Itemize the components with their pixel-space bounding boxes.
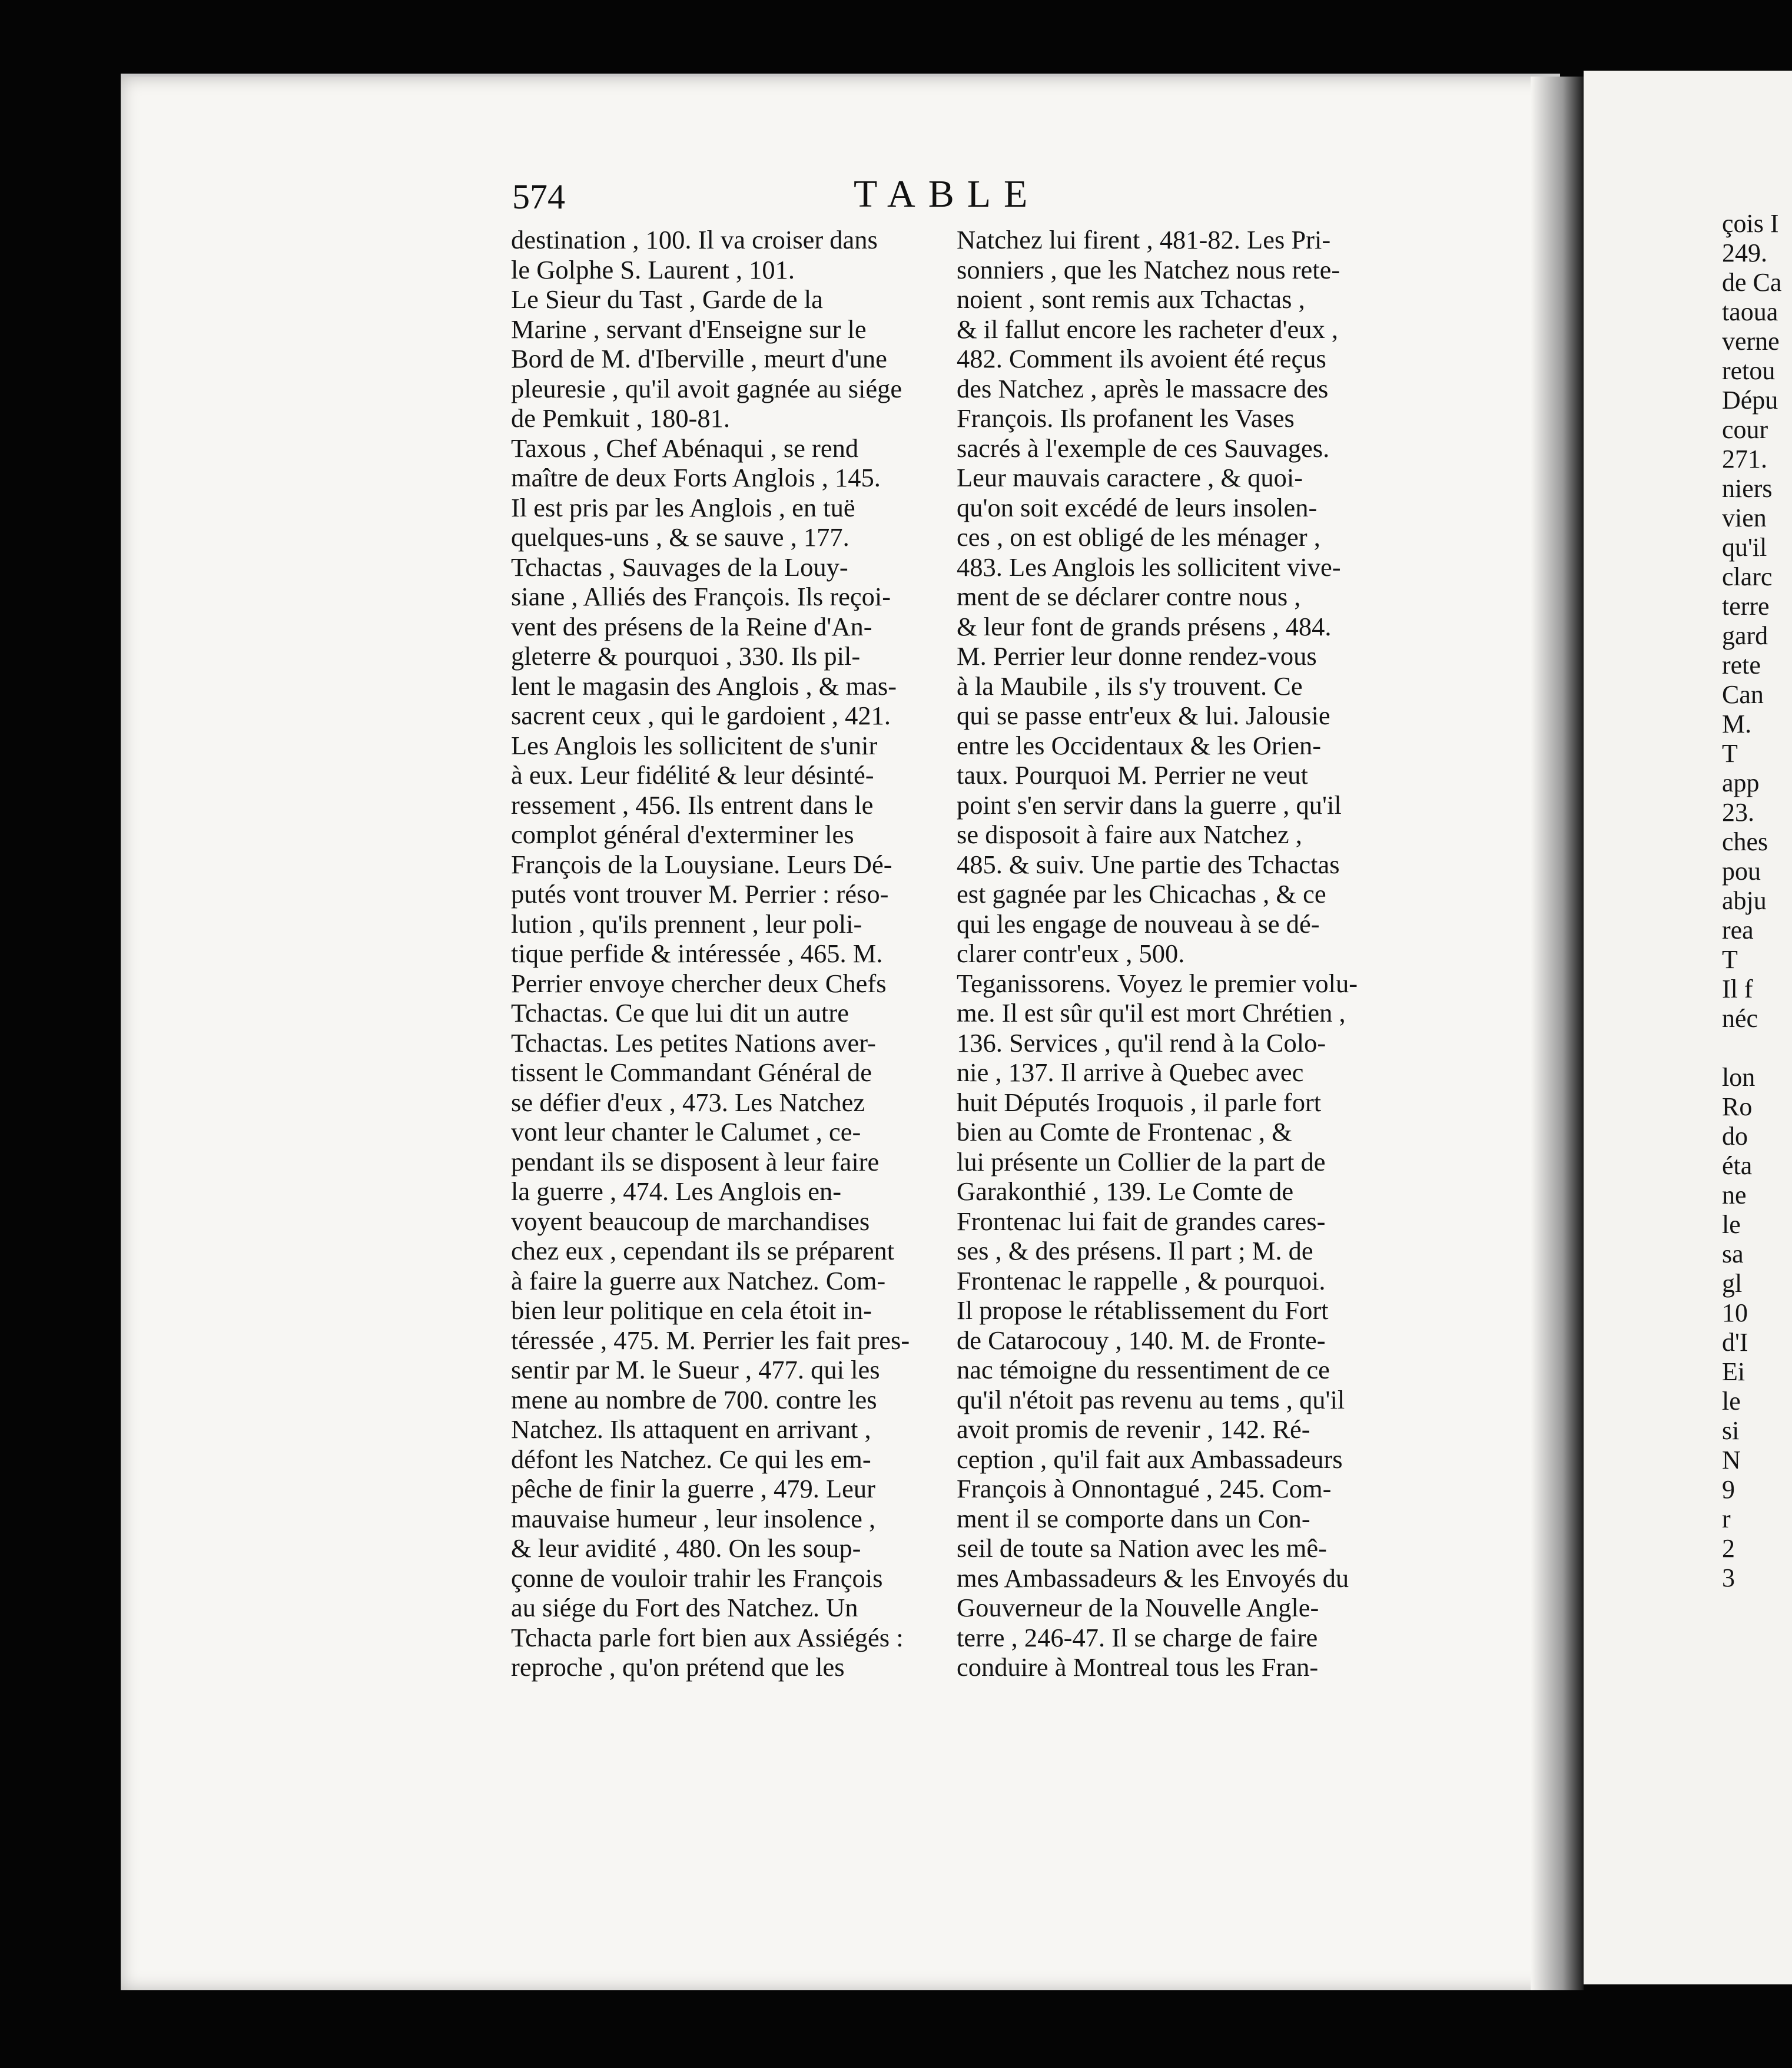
index-line: de Pemkuit , 180-81. — [511, 403, 731, 433]
index-line: au siége du Fort des Natchez. Un — [511, 1593, 858, 1622]
facing-page-line: çois I — [1722, 209, 1779, 238]
index-line: François de la Louysiane. Leurs Dé- — [511, 849, 892, 879]
facing-page-text-fragments — [1722, 209, 1792, 1593]
index-line: des Natchez , après le massacre des — [957, 373, 1329, 403]
index-line: qui se passe entr'eux & lui. Jalousie — [957, 701, 1330, 730]
index-line: Frontenac le rappelle , & pourquoi. — [957, 1265, 1326, 1295]
index-line: mene au nombre de 700. contre les — [511, 1384, 877, 1414]
index-line: complot général d'exterminer les — [511, 820, 854, 849]
index-line: ment de se déclarer contre nous , — [957, 582, 1301, 611]
index-line: Teganissorens. Voyez le premier volu- — [957, 968, 1358, 998]
index-line: nac témoigne du ressentiment de ce — [957, 1355, 1330, 1384]
index-line: çonne de vouloir trahir les François — [511, 1563, 883, 1593]
index-line: vont leur chanter le Calumet , ce- — [511, 1117, 861, 1146]
index-line: Il est pris par les Anglois , en tuë — [511, 492, 855, 522]
facing-page-line: le — [1722, 1387, 1741, 1416]
index-line: vent des présens de la Reine d'An- — [511, 611, 872, 641]
facing-page-line: pou — [1722, 857, 1761, 886]
facing-page-line: Ei — [1722, 1357, 1745, 1386]
facing-page-line: 10 — [1722, 1298, 1748, 1327]
index-line: Le Sieur du Tast , Garde de la — [511, 284, 823, 314]
index-line: tissent le Commandant Général de — [511, 1058, 872, 1087]
index-line: Perrier envoye chercher deux Chefs — [511, 968, 887, 998]
index-line: Les Anglois les sollicitent de s'unir — [511, 730, 878, 760]
facing-page-line: lon — [1722, 1063, 1756, 1092]
facing-page-line: d'I — [1722, 1328, 1748, 1357]
index-line: point s'en servir dans la guerre , qu'il — [957, 790, 1342, 820]
index-line: gleterre & pourquoi , 330. Ils pil- — [511, 641, 861, 671]
index-line: ception , qu'il fait aux Ambassadeurs — [957, 1444, 1343, 1474]
index-line: ses , & des présens. Il part ; M. de — [957, 1236, 1313, 1265]
facing-page-line: 23. — [1722, 798, 1754, 827]
index-line: & leur avidité , 480. On les soup- — [511, 1533, 861, 1563]
index-line: mes Ambassadeurs & les Envoyés du — [957, 1563, 1349, 1593]
facing-page-line: Can — [1722, 680, 1764, 709]
index-line: à la Maubile , ils s'y trouvent. Ce — [957, 671, 1303, 701]
index-line: ressement , 456. Ils entrent dans le — [511, 790, 874, 820]
index-line: chez eux , cependant ils se préparent — [511, 1236, 895, 1265]
index-line: à eux. Leur fidélité & leur désinté- — [511, 760, 874, 790]
facing-page-line: do — [1722, 1122, 1748, 1151]
facing-page-line: ne — [1722, 1181, 1747, 1209]
index-line: M. Perrier leur donne rendez-vous — [957, 641, 1317, 671]
facing-page-line: clarc — [1722, 562, 1773, 591]
index-line: destination , 100. Il va croiser dans — [511, 225, 878, 254]
index-line: Il propose le rétablissement du Fort — [957, 1295, 1329, 1325]
facing-page-line: 2 — [1722, 1534, 1735, 1563]
index-line: entre les Occidentaux & les Orien- — [957, 730, 1322, 760]
facing-page-line: Dépu — [1722, 386, 1778, 415]
index-line: noient , sont remis aux Tchactas , — [957, 284, 1305, 314]
index-line: défont les Natchez. Ce qui les em- — [511, 1444, 871, 1474]
index-line: la guerre , 474. Les Anglois en- — [511, 1176, 842, 1206]
index-column-left — [511, 225, 947, 1682]
index-line: Tchactas , Sauvages de la Louy- — [511, 552, 848, 582]
index-line: François à Onnontagué , 245. Com- — [957, 1474, 1332, 1503]
index-line: 482. Comment ils avoient été reçus — [957, 344, 1326, 373]
facing-page-line: gard — [1722, 621, 1768, 650]
index-line: 136. Services , qu'il rend à la Colo- — [957, 1028, 1326, 1058]
index-line: de Catarocouy , 140. M. de Fronte- — [957, 1325, 1326, 1355]
facing-page-line: niers — [1722, 474, 1773, 503]
facing-page-line: app — [1722, 768, 1760, 797]
running-title: TABLE — [854, 173, 1041, 216]
index-line: sentir par M. le Sueur , 477. qui les — [511, 1355, 880, 1384]
index-line: Frontenac lui fait de grandes cares- — [957, 1206, 1326, 1236]
index-line: ces , on est obligé de les ménager , — [957, 522, 1320, 552]
index-line: lent le magasin des Anglois , & mas- — [511, 671, 897, 701]
facing-page-line: 9 — [1722, 1475, 1735, 1504]
index-line: 485. & suiv. Une partie des Tchactas — [957, 849, 1340, 879]
facing-page-line: le — [1722, 1210, 1741, 1239]
facing-page-line: sa — [1722, 1240, 1744, 1268]
facing-page-line: ches — [1722, 827, 1768, 856]
index-line: terre , 246-47. Il se charge de faire — [957, 1622, 1318, 1652]
index-line: François. Ils profanent les Vases — [957, 403, 1295, 433]
facing-page-line: Il f — [1722, 975, 1753, 1003]
facing-page-line: abju — [1722, 886, 1767, 915]
index-line: à faire la guerre aux Natchez. Com- — [511, 1265, 886, 1295]
facing-page-line: T — [1722, 739, 1738, 768]
facing-page-line: de Ca — [1722, 268, 1782, 297]
index-line: est gagnée par les Chicachas , & ce — [957, 879, 1326, 909]
index-line: qu'il n'étoit pas revenu au tems , qu'il — [957, 1384, 1345, 1414]
index-line: se défier d'eux , 473. Les Natchez — [511, 1087, 865, 1117]
index-line: quelques-uns , & se sauve , 177. — [511, 522, 849, 552]
facing-page-line: éta — [1722, 1151, 1753, 1180]
facing-page-line: gl — [1722, 1269, 1743, 1298]
index-line: nie , 137. Il arrive à Quebec avec — [957, 1058, 1304, 1087]
index-line: siane , Alliés des François. Ils reçoi- — [511, 582, 891, 611]
facing-page-line: verne — [1722, 327, 1780, 356]
index-line: ment il se comporte dans un Con- — [957, 1503, 1310, 1533]
index-line: pendant ils se disposent à leur faire — [511, 1146, 880, 1176]
index-line: reproche , qu'on prétend que les — [511, 1652, 845, 1682]
index-line: qu'on soit excédé de leurs insolen- — [957, 492, 1318, 522]
index-line: pêche de finir la guerre , 479. Leur — [511, 1474, 876, 1503]
index-line: huit Députés Iroquois , il parle fort — [957, 1087, 1322, 1117]
index-column-right — [957, 225, 1392, 1682]
index-line: seil de toute sa Nation avec les mê- — [957, 1533, 1327, 1563]
index-line: Tchactas. Ce que lui dit un autre — [511, 998, 849, 1028]
facing-page-line: néc — [1722, 1004, 1758, 1033]
index-line: Marine , servant d'Enseigne sur le — [511, 314, 867, 344]
facing-page-line: N — [1722, 1446, 1741, 1474]
index-line: mauvaise humeur , leur insolence , — [511, 1503, 876, 1533]
index-line: Natchez lui firent , 481-82. Les Pri- — [957, 225, 1331, 254]
index-line: Tchacta parle fort bien aux Assiégés : — [511, 1622, 904, 1652]
facing-page-line: T — [1722, 945, 1738, 974]
index-line: pleuresie , qu'il avoit gagnée au siége — [511, 373, 902, 403]
index-line: voyent beaucoup de marchandises — [511, 1206, 870, 1236]
index-line: tique perfide & intéressée , 465. M. — [511, 939, 883, 968]
index-line: sacrent ceux , qui le gardoient , 421. — [511, 701, 891, 730]
index-line: putés vont trouver M. Perrier : réso- — [511, 879, 889, 909]
facing-page-line: si — [1722, 1416, 1740, 1445]
index-line: 483. Les Anglois les sollicitent vive- — [957, 552, 1341, 582]
index-line: taux. Pourquoi M. Perrier ne veut — [957, 760, 1308, 790]
index-line: Garakonthié , 139. Le Comte de — [957, 1176, 1294, 1206]
facing-page-line: M. — [1722, 710, 1752, 738]
index-line: se disposoit à faire aux Natchez , — [957, 820, 1302, 849]
facing-page-line: 3 — [1722, 1563, 1735, 1592]
index-line: téressée , 475. M. Perrier les fait pres- — [511, 1325, 910, 1355]
index-line: Taxous , Chef Abénaqui , se rend — [511, 433, 859, 463]
facing-page-line: rete — [1722, 651, 1761, 680]
index-line: lution , qu'ils prennent , leur poli- — [511, 909, 862, 939]
index-line: Bord de M. d'Iberville , meurt d'une — [511, 344, 887, 373]
index-line: Gouverneur de la Nouvelle Angle- — [957, 1593, 1319, 1622]
facing-page-line: terre — [1722, 592, 1770, 621]
index-line: conduire à Montreal tous les Fran- — [957, 1652, 1319, 1682]
facing-page-line: taoua — [1722, 297, 1778, 326]
index-line: Tchactas. Les petites Nations aver- — [511, 1028, 876, 1058]
facing-page-line: cour — [1722, 415, 1768, 444]
facing-page-line: retou — [1722, 356, 1776, 385]
index-line: & il fallut encore les racheter d'eux , — [957, 314, 1339, 344]
index-line: sonniers , que les Natchez nous rete- — [957, 254, 1340, 284]
facing-page-line: 249. — [1722, 238, 1767, 267]
index-line: bien au Comte de Frontenac , & — [957, 1117, 1292, 1146]
index-line: lui présente un Collier de la part de — [957, 1146, 1326, 1176]
index-line: clarer contr'eux , 500. — [957, 939, 1185, 968]
facing-page-line: qu'il — [1722, 533, 1767, 562]
index-line: & leur font de grands présens , 484. — [957, 611, 1332, 641]
facing-page-line: vien — [1722, 503, 1767, 532]
index-line: Natchez. Ils attaquent en arrivant , — [511, 1414, 871, 1444]
facing-page-line — [1722, 1033, 1792, 1063]
facing-page-line: rea — [1722, 916, 1754, 944]
index-line: sacrés à l'exemple de ces Sauvages. — [957, 433, 1330, 463]
index-line: Leur mauvais caractere , & quoi- — [957, 463, 1303, 492]
index-line: qui les engage de nouveau à se dé- — [957, 909, 1320, 939]
facing-page-line: r — [1722, 1504, 1731, 1533]
facing-page-line: Ro — [1722, 1092, 1753, 1121]
index-line: avoit promis de revenir , 142. Ré- — [957, 1414, 1310, 1444]
facing-page-line: 271. — [1722, 445, 1767, 473]
page-number: 574 — [512, 177, 565, 216]
book-gutter — [1531, 77, 1584, 1990]
index-line: maître de deux Forts Anglois , 145. — [511, 463, 881, 492]
index-line: me. Il est sûr qu'il est mort Chrétien , — [957, 998, 1346, 1028]
index-line: le Golphe S. Laurent , 101. — [511, 254, 795, 284]
index-line: bien leur politique en cela étoit in- — [511, 1295, 872, 1325]
